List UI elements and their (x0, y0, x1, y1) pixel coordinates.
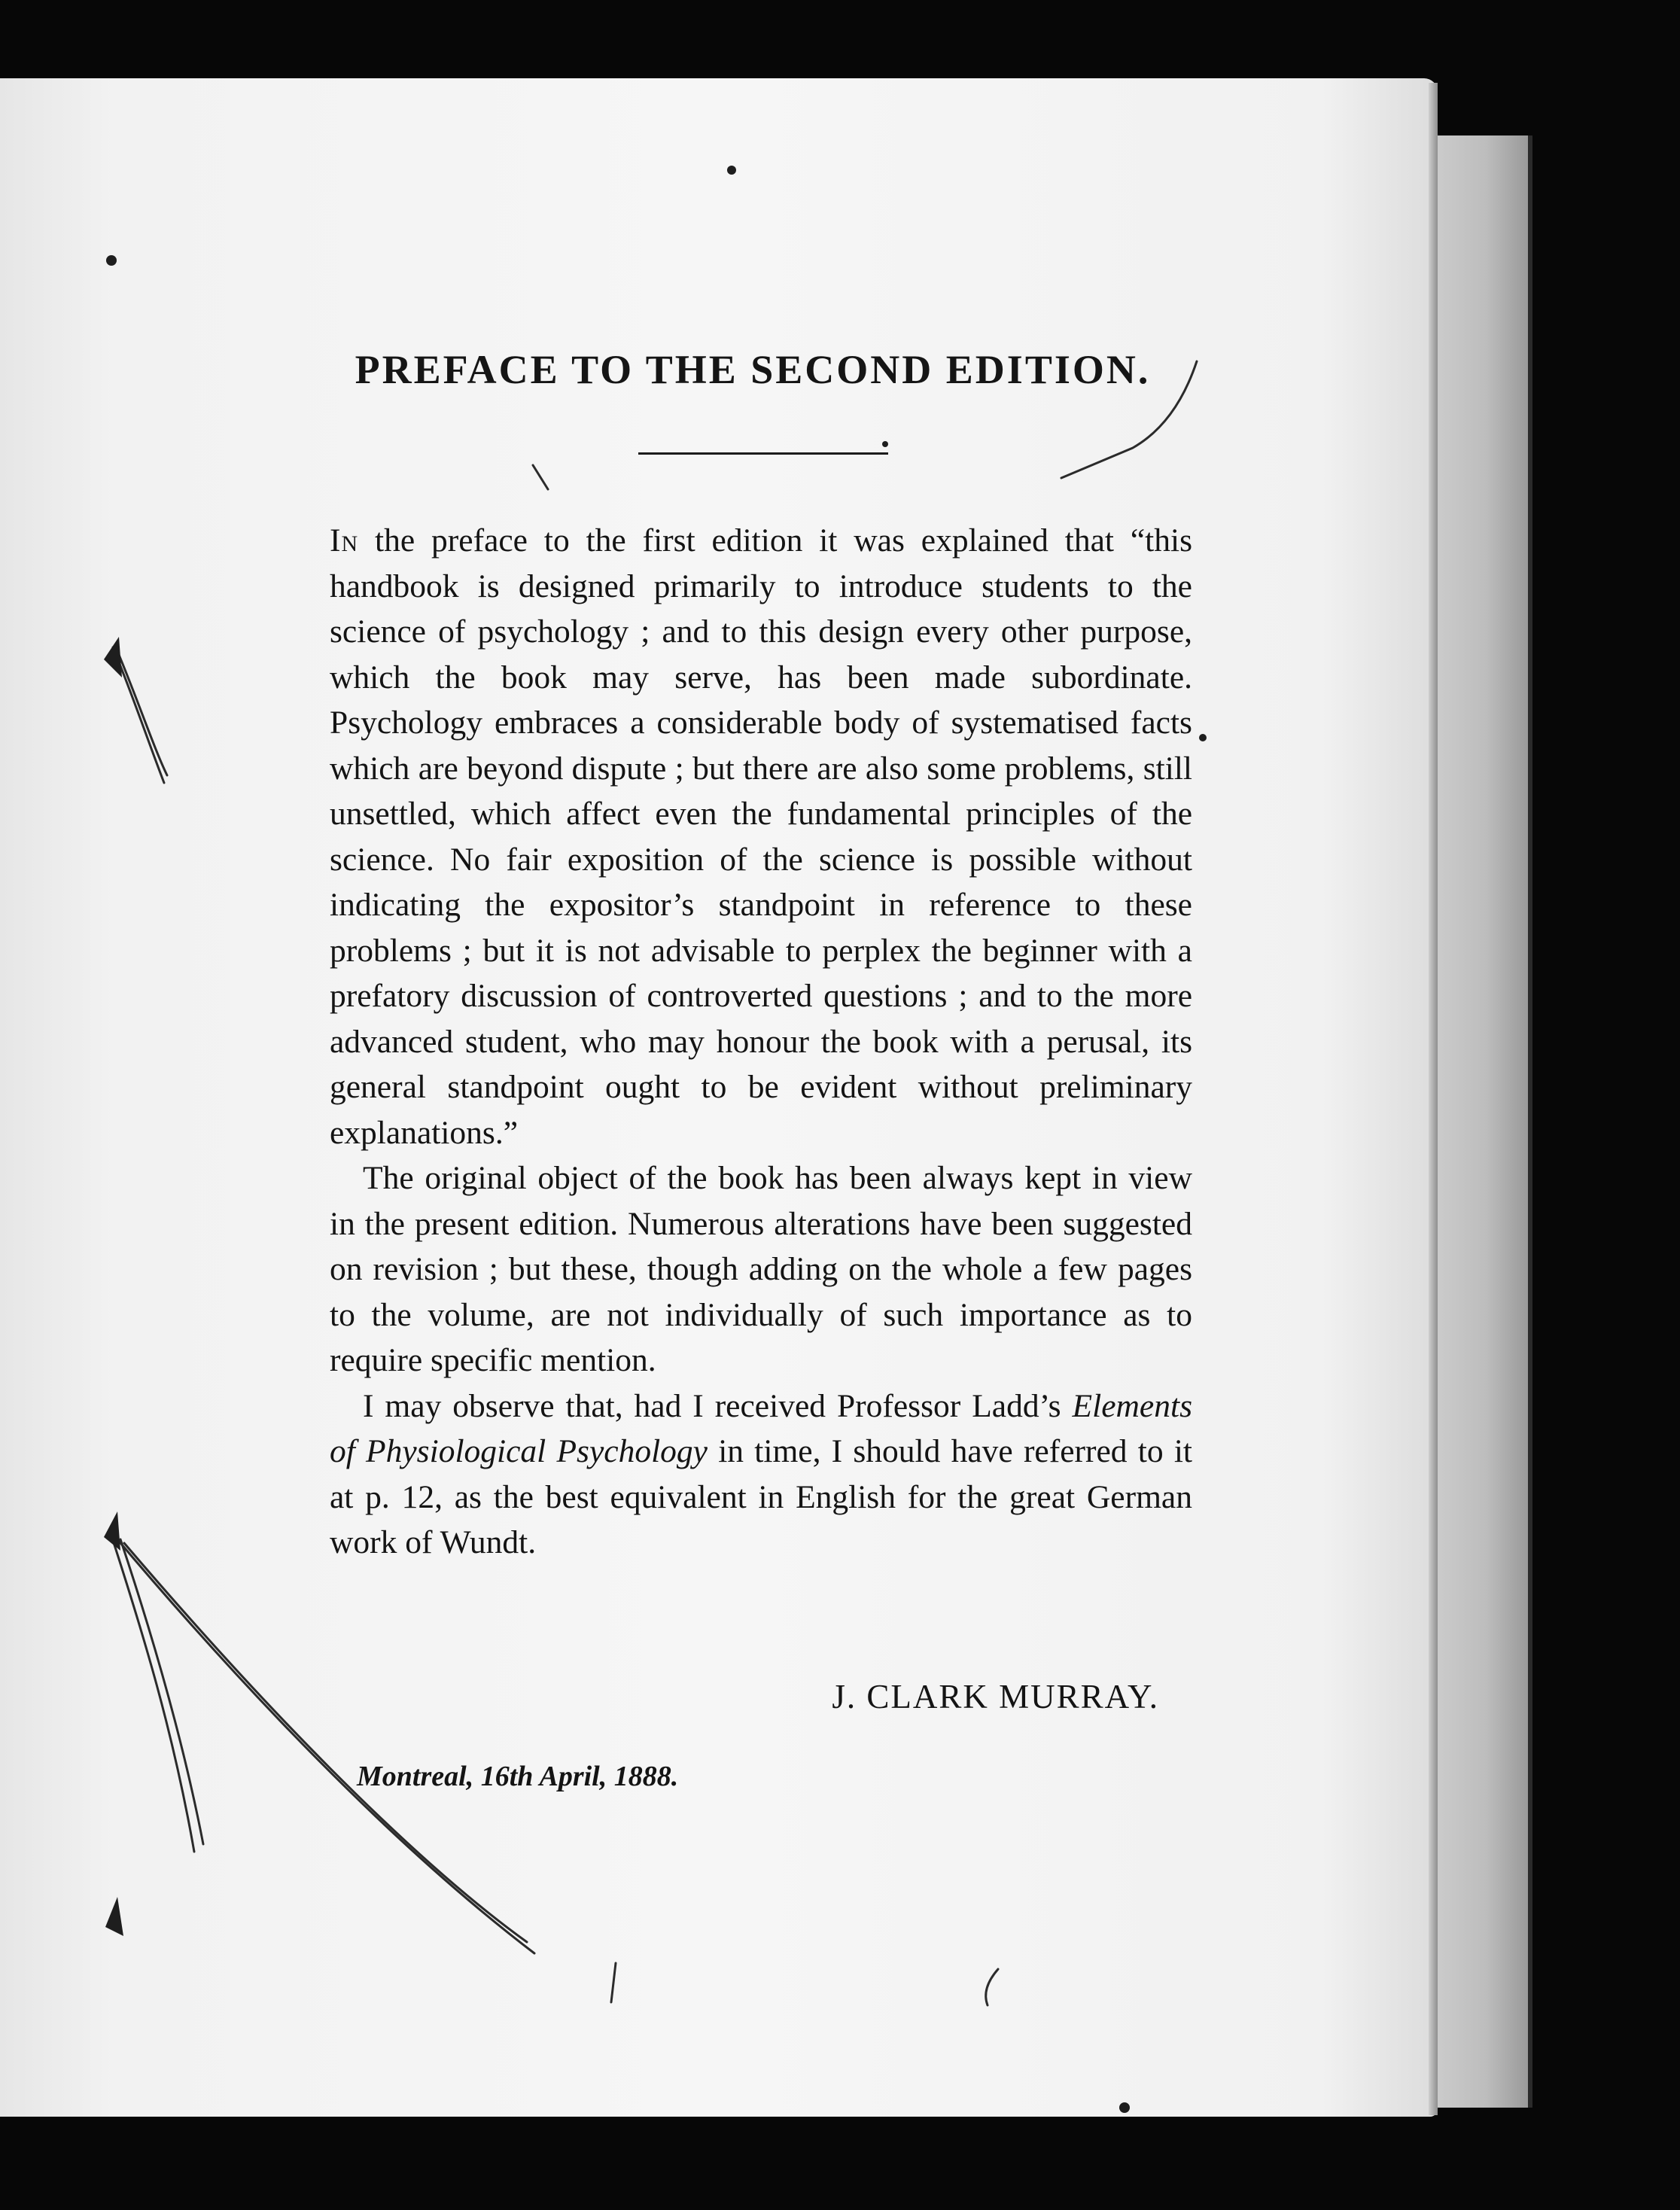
ink-speck-5 (882, 441, 888, 447)
pen-mark-margin-lower (111, 1536, 194, 1852)
pen-mark-bottom-1 (611, 1963, 616, 2002)
paragraph-1-text: the preface to the first edition it was explained that “this handbook is designed primarily to introduce students to the science of psychology ; and to this design every other purpose, which the book may serve, has been made subordinate. Psychology embraces a considerable body of systematised facts which are beyond dispute ; but there are also some problems, still unsettled, which affect even the fundamental principles of the science. No fair exposition of the science is possible without indicating the expositor’s standpoint in reference to these problems ; but it is not advisable to perplex the beginner with a prefatory discussion of controverted questions ; and to the more advanced student, who may honour the book with a perusal, its general standpoint ought to be evident without preliminary explanations.” (330, 522, 1192, 1151)
ink-speck-4 (1119, 2102, 1130, 2113)
ink-speck-1 (106, 255, 117, 266)
pen-mark-diagonal (113, 1534, 534, 1953)
ink-speck-3 (1199, 734, 1207, 741)
pen-mark-diagonal-2 (124, 1543, 527, 1942)
page-title: PREFACE TO THE SECOND EDITION. (355, 347, 1151, 392)
pen-mark-margin-upper-2 (119, 655, 167, 775)
paragraph-3-before: I may observe that, had I received Professor Ladd’s (363, 1387, 1073, 1424)
ink-speck-2 (727, 166, 736, 175)
paragraph-2: The original object of the book has been always kept in view in the present edition. Numerous alterations have been suggested on revision ; but these, though adding on the whole a few pages to the volume, are not individually of such importance as to require specific mention. (330, 1160, 1192, 1378)
pen-mark-title (1061, 361, 1197, 478)
pen-mark-top (533, 465, 548, 489)
author-signature: J. CLARK MURRAY. (832, 1678, 1159, 1715)
ink-blot-margin-2 (104, 1511, 120, 1551)
paragraph-lead: In (330, 522, 359, 559)
pen-mark-bottom-2 (986, 1969, 998, 2005)
book-title-italic: Elements of Physiological Psychology (330, 1387, 1192, 1469)
ink-blot-margin-3 (105, 1897, 123, 1936)
ink-blot-margin-1 (104, 637, 122, 677)
place-date: Montreal, 16th April, 1888. (357, 1761, 679, 1792)
paragraph-3-after: in time, I should have referred to it at p. 12, as the best equivalent in English for the great German work of Wundt. (330, 1433, 1192, 1560)
